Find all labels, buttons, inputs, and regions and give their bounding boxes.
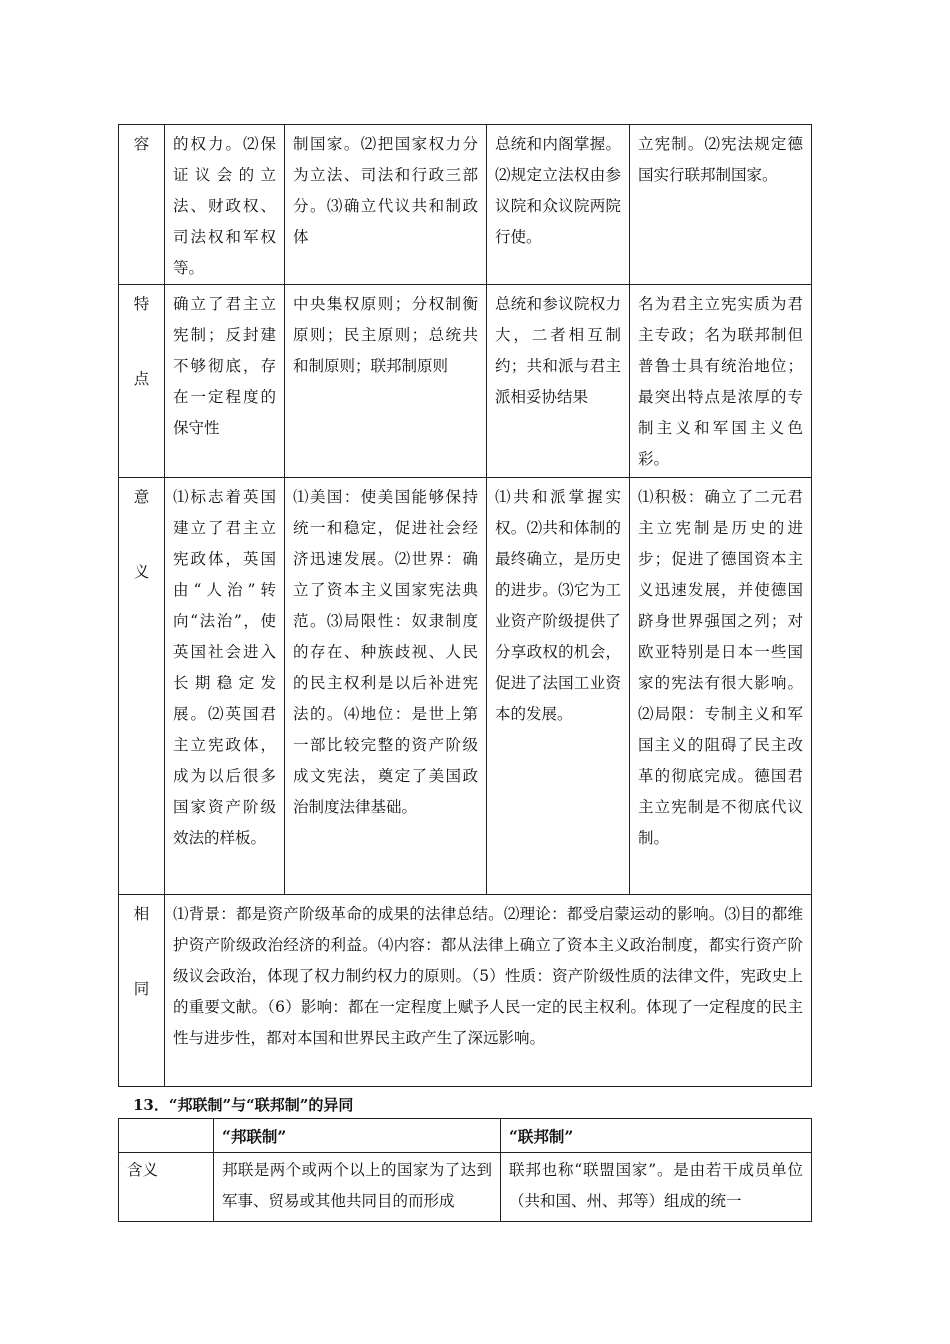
table-cell: 制国家。⑵把国家权力分为立法、司法和行政三部分。⑶确立代议共和制政体 xyxy=(285,125,487,285)
row-label: 含义 xyxy=(119,1153,214,1222)
table-cell: 总统和内阁掌握。⑵规定立法权由参议院和众议院两院行使。 xyxy=(487,125,630,285)
table-row-content xyxy=(119,125,812,285)
table-cell: 的权力。⑵保证议会的立法、财政权、司法权和军权等。 xyxy=(165,125,285,285)
table-cell: ⑴积极：确立了二元君主立宪制是历史的进步；促进了德国资本主义迅速发展，并使德国跻身世界强国之列；对欧亚特别是日本一些国家的宪法有很大影响。⑵局限：专制主义和军国主义的阻碍了民主改革的彻底完成。德国君主立宪制是不彻底代议制。 xyxy=(630,478,812,895)
header-cell xyxy=(119,1119,214,1153)
table-cell: ⑴标志着英国建立了君主立宪政体，英国由“人治”转向“法治”，使英国社会进入长期稳定发展。⑵英国君主立宪政体，成为以后很多国家资产阶级效法的样板。 xyxy=(165,478,285,895)
table-header-row xyxy=(119,1119,812,1153)
table-cell: 名为君主立宪实质为君主专政；名为联邦制但普鲁士具有统治地位；最突出特点是浓厚的专制主义和军国主义色彩。 xyxy=(630,285,812,478)
table-cell: 总统和参议院权力大，二者相互制约；共和派与君主派相妥协结果 xyxy=(487,285,630,478)
header-cell: “邦联制” xyxy=(214,1119,501,1153)
table-row-similarities xyxy=(119,895,812,1087)
table-cell: 中央集权原则；分权制衡原则；民主原则；总统共和制原则；联邦制原则 xyxy=(285,285,487,478)
table-cell: 联邦也称“联盟国家”。是由若干成员单位（共和国、州、邦等）组成的统一 xyxy=(501,1153,812,1222)
row-label: 意 义 xyxy=(119,478,165,895)
row-label: 容 xyxy=(119,125,165,285)
confederation-federation-table xyxy=(118,1118,812,1222)
table-cell: 确立了君主立宪制；反封建不够彻底，存在一定程度的保守性 xyxy=(165,285,285,478)
table-cell: ⑴美国：使美国能够保持统一和稳定，促进社会经济迅速发展。⑵世界：确立了资本主义国家宪法典范。⑶局限性：奴隶制度的存在、种族歧视、人民的民主权利是以后补进宪法的。⑷地位：是世上第一部比较完整的资产阶级成文宪法，奠定了美国政治制度法律基础。 xyxy=(285,478,487,895)
row-label: 特 点 xyxy=(119,285,165,478)
table-cell: 立宪制。⑵宪法规定德国实行联邦制国家。 xyxy=(630,125,812,285)
section-title: 13．“邦联制”与“联邦制”的异同 xyxy=(133,1096,354,1114)
header-cell: “联邦制” xyxy=(501,1119,812,1153)
table-cell-merged: ⑴背景：都是资产阶级革命的成果的法律总结。⑵理论：都受启蒙运动的影响。⑶目的都维护资产阶级政治经济的利益。⑷内容：都从法律上确立了资本主义政治制度，都实行资产阶级议会政治，体现了权力制约权力的原则。（5）性质：资产阶级性质的法律文件，宪政史上的重要文献。（6）影响：都在一定程度上赋予人民一定的民主权利。体现了一定程度的民主性与进步性，都对本国和世界民主政产生了深远影响。 xyxy=(165,895,812,1087)
constitution-comparison-table xyxy=(118,124,812,1087)
table-cell: ⑴共和派掌握实权。⑵共和体制的最终确立，是历史的进步。⑶它为工业资产阶级提供了分享政权的机会，促进了法国工业资本的发展。 xyxy=(487,478,630,895)
row-label: 相 同 xyxy=(119,895,165,1087)
table-cell: 邦联是两个或两个以上的国家为了达到军事、贸易或其他共同目的而形成 xyxy=(214,1153,501,1222)
table-row-features xyxy=(119,285,812,478)
table-row-meaning xyxy=(119,1153,812,1222)
table-row-significance xyxy=(119,478,812,895)
